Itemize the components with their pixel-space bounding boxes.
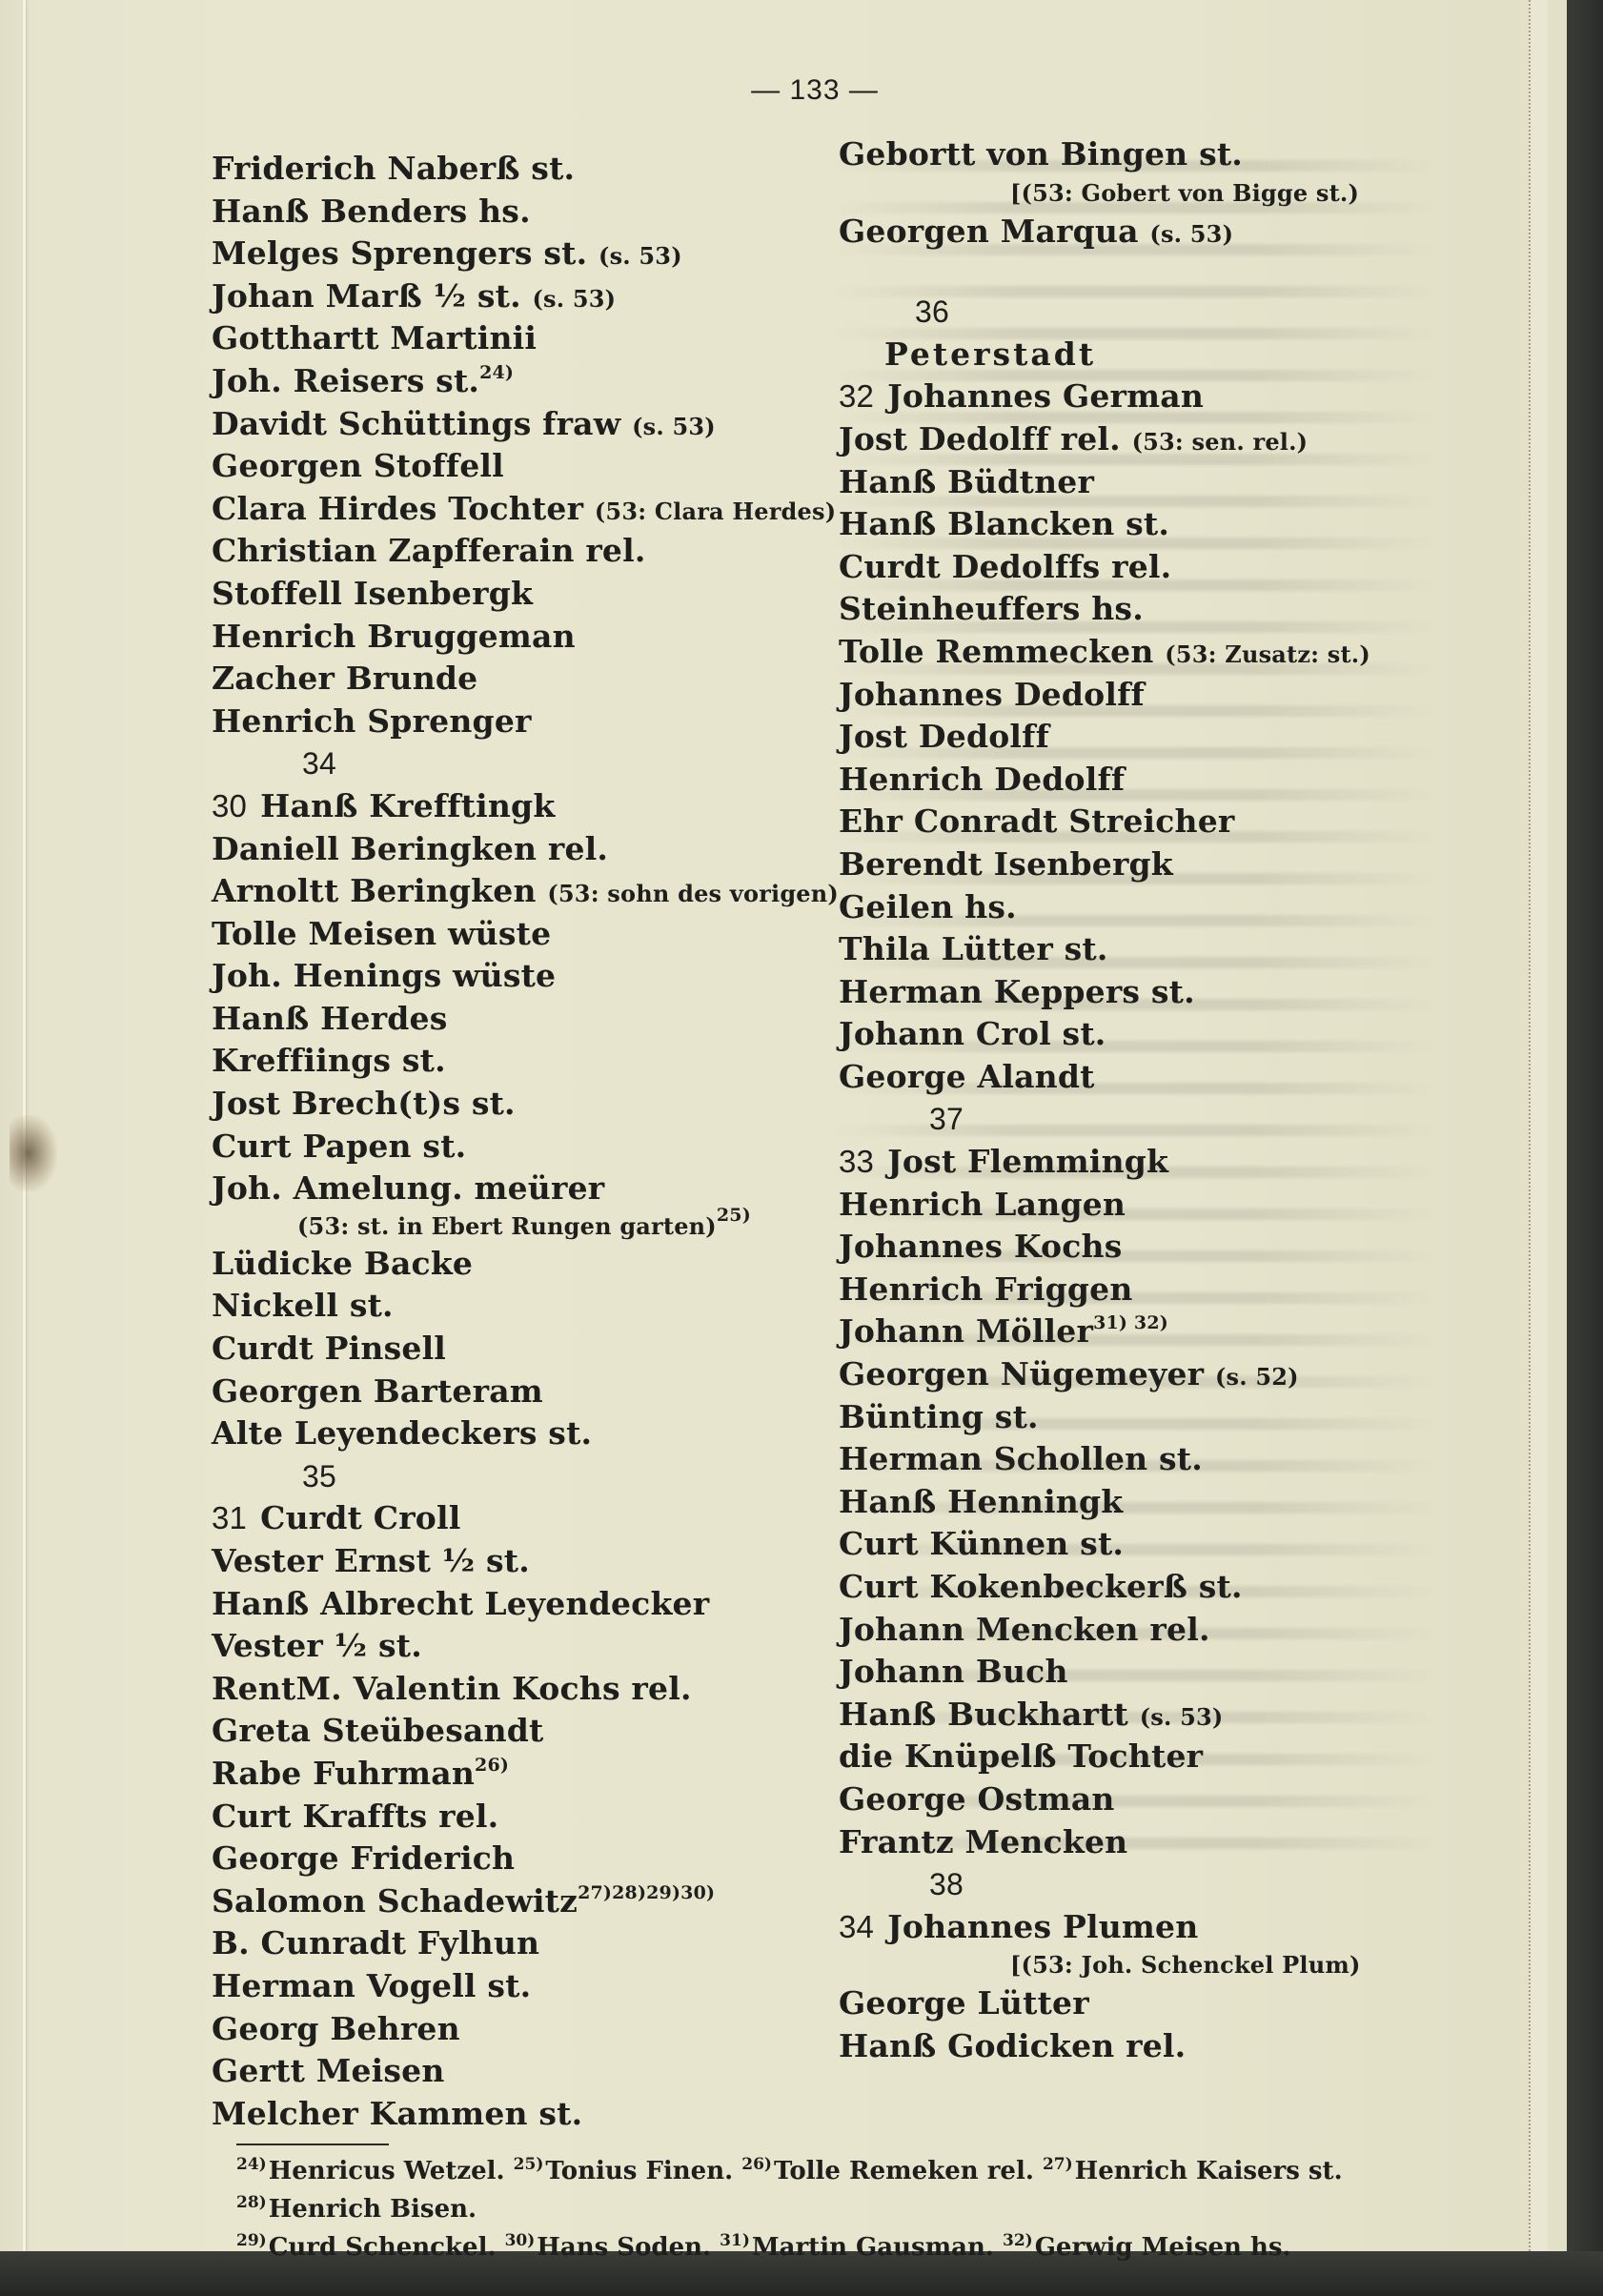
right-page-edge — [1529, 0, 1548, 2259]
list-item: Zacher Brunde — [212, 660, 478, 698]
entry-number: 31 — [212, 1500, 248, 1536]
list-item: Henrich Dedolff — [839, 760, 1126, 798]
source-note: (53: Zusatz: st.) — [1165, 640, 1370, 668]
list-item: Jost Brech(t)s st. — [212, 1085, 516, 1123]
source-note: (53: Clara Herdes) — [594, 497, 837, 525]
list-item: Vester ½ st. — [212, 1627, 422, 1665]
list-item: Georgen Stoffell — [212, 447, 504, 485]
source-subnote: [(53: Joh. Schenckel Plum) — [1010, 1951, 1361, 1980]
section-number: 38 — [929, 1867, 964, 1902]
list-item: 30 Hanß Krefftingk — [212, 786, 556, 824]
list-item: Daniell Beringken rel. — [212, 829, 609, 867]
list-item: Arnoltt Beringken (53: sohn des vorigen) — [212, 872, 839, 910]
footnote: $^{31)}$Martin Gausman. — [720, 2231, 994, 2262]
list-item: 32 Johannes German — [839, 377, 1205, 416]
list-item: Johannes Dedolff — [839, 675, 1145, 713]
footnote-ref: 31) 32) — [1093, 1312, 1168, 1334]
list-item: Gertt Meisen — [212, 2052, 445, 2090]
list-item: Davidt Schüttings fraw (s. 53) — [212, 404, 716, 442]
section-number: 34 — [302, 746, 336, 782]
list-item: Joh. Amelung. meürer — [212, 1169, 605, 1208]
block-a — [212, 148, 837, 742]
list-item: B. Cunradt Fylhun — [212, 1924, 540, 1962]
list-item: Jost Dedolff rel. (53: sen. rel.) — [839, 419, 1309, 457]
list-item: Herman Keppers st. — [839, 972, 1195, 1010]
footnote-ref: 26) — [475, 1754, 510, 1776]
footnote: $^{26)}$Tolle Remeken rel. — [741, 2155, 1034, 2185]
source-note: (s. 53) — [632, 412, 716, 440]
list-item: Joh. Reisers st.$^{24)}$ — [212, 361, 515, 399]
list-item: Steinheuffers hs. — [839, 590, 1144, 628]
list-item: Joh. Henings wüste — [212, 957, 557, 995]
entry-number: 34 — [839, 1908, 875, 1944]
list-item: Geilen hs. — [839, 887, 1017, 925]
list-item: Henrich Sprenger — [212, 701, 532, 740]
footnotes — [236, 2152, 1466, 2266]
section-36 — [839, 291, 1449, 1098]
list-item: Nickell st. — [212, 1287, 394, 1325]
list-item: Georgen Barteram — [212, 1372, 543, 1410]
list-item: Johan Marß ½ st. (s. 53) — [212, 276, 617, 315]
list-item: George Alandt — [839, 1057, 1095, 1095]
section-number: 35 — [302, 1458, 336, 1493]
source-note: (53: sen. rel.) — [1131, 427, 1309, 456]
list-item: 31 Curdt Croll — [212, 1499, 461, 1537]
list-item: Johann Möller$^{31) 32)}$ — [839, 1312, 1168, 1351]
list-item: Ehr Conradt Streicher — [839, 803, 1235, 841]
list-item: 34 Johannes Plumen — [839, 1907, 1199, 1945]
list-item: Tolle Remmecken (53: Zusatz: st.) — [839, 632, 1370, 670]
list-item: Henrich Langen — [839, 1185, 1126, 1223]
footnote: $^{32)}$Gerwig Meisen hs. — [1003, 2231, 1291, 2262]
source-note: (s. 53) — [1139, 1702, 1224, 1731]
footnote: $^{30)}$Hans Soden. — [504, 2231, 712, 2262]
footnote-line — [236, 2152, 1466, 2228]
list-item: Hanß Godicken rel. — [839, 2026, 1187, 2064]
list-item: Curt Künnen st. — [839, 1525, 1125, 1563]
list-item: Hanß Büdtner — [839, 462, 1095, 500]
list-item: Hanß Herdes — [212, 999, 448, 1037]
list-item: Friderich Naberß st. — [212, 150, 576, 187]
list-item: Hanß Blancken st. — [839, 505, 1170, 543]
list-item: die Knüpelß Tochter — [839, 1737, 1204, 1776]
list-item: Salomon Schadewitz$^{27)28)29)30)}$ — [212, 1881, 716, 1920]
list-item: Greta Steübesandt — [212, 1712, 544, 1750]
list-item: Henrich Friggen — [839, 1270, 1133, 1308]
list-item: Hanß Benders hs. — [212, 192, 531, 230]
list-item: Johannes Kochs — [839, 1228, 1123, 1266]
source-note: (s. 52) — [1214, 1363, 1299, 1392]
entry-number: 30 — [212, 787, 248, 823]
list-item: Christian Zapfferain rel. — [212, 532, 646, 570]
list-item: Curdt Pinsell — [212, 1330, 447, 1368]
list-item: Bünting st. — [839, 1397, 1039, 1435]
footnote-divider — [236, 2144, 389, 2145]
footnote-line — [236, 2228, 1466, 2266]
list-item: Herman Schollen st. — [839, 1440, 1203, 1478]
entry-number: 33 — [839, 1144, 875, 1180]
section-35 — [212, 1455, 822, 2136]
left-column — [212, 148, 839, 2135]
list-item: Vester Ernst ½ st. — [212, 1542, 530, 1579]
list-item: Stoffell Isenbergk — [212, 574, 534, 612]
list-item: Thila Lütter st. — [839, 930, 1108, 968]
section-number: 36 — [915, 295, 949, 330]
list-item: Curt Kraffts rel. — [212, 1797, 499, 1835]
list-item: Alte Leyendeckers st. — [212, 1414, 593, 1453]
place-heading: Peterstadt — [884, 335, 1097, 373]
list-item: RentM. Valentin Kochs rel. — [212, 1669, 692, 1707]
footnote: $^{24)}$Henricus Wetzel. — [236, 2155, 505, 2185]
footnote: $^{29)}$Curd Schenckel. — [236, 2231, 497, 2262]
page-number: — 133 — — [751, 74, 879, 106]
footnote: $^{27)}$Henrich Kaisers st. — [1042, 2155, 1343, 2185]
list-item: Henrich Bruggeman — [212, 617, 576, 655]
source-note: (s. 53) — [532, 284, 617, 313]
list-item: Gebortt von Bingen st. — [839, 135, 1243, 173]
burn-stain — [10, 1115, 57, 1191]
source-subnote: [(53: Gobert von Bigge st.) — [1010, 178, 1360, 207]
source-note: (53: sohn des vorigen) — [547, 880, 839, 908]
list-item: Lüdicke Backe — [212, 1244, 474, 1282]
list-item: Berendt Isenbergk — [839, 844, 1173, 883]
list-item: George Friderich — [212, 1839, 516, 1878]
footnote-ref: 24) — [479, 361, 515, 383]
list-item: Jost Dedolff — [839, 718, 1049, 756]
right-column — [839, 133, 1449, 2068]
list-item: Clara Hirdes Tochter (53: Clara Herdes) — [212, 489, 837, 527]
source-subnote: (53: st. in Ebert Rungen garten)$^{25)}$ — [297, 1204, 751, 1240]
section-34 — [212, 742, 839, 1455]
list-item: Curdt Dedolffs rel. — [839, 547, 1172, 585]
list-item: Hanß Buckhartt (s. 53) — [839, 1695, 1224, 1733]
section-number: 37 — [929, 1102, 964, 1137]
list-item: Kreffiings st. — [212, 1042, 446, 1080]
list-item: George Lütter — [839, 1984, 1089, 2022]
list-item: Georg Behren — [212, 2009, 460, 2047]
spacer — [839, 253, 1449, 291]
list-item: Johann Crol st. — [839, 1015, 1106, 1053]
footnote: $^{28)}$Henrich Bisen. — [236, 2193, 477, 2224]
book-cover-edge-right — [1567, 0, 1603, 2296]
list-item: Tolle Meisen wüste — [212, 914, 552, 952]
list-item: George Ostman — [839, 1779, 1115, 1818]
list-item: Melges Sprengers st. (s. 53) — [212, 234, 682, 273]
list-item: 33 Jost Flemmingk — [839, 1143, 1169, 1181]
footnote-ref: 25) — [716, 1204, 751, 1226]
list-item: Georgen Marqua (s. 53) — [839, 212, 1234, 250]
section-38 — [839, 1863, 1449, 2067]
list-item: Johann Buch — [839, 1653, 1068, 1691]
list-item: Melcher Kammen st. — [212, 2094, 583, 2132]
footnote-ref: 27)28)29)30) — [578, 1881, 716, 1903]
section-37 — [839, 1098, 1449, 1863]
footnote: $^{25)}$Tonius Finen. — [513, 2155, 734, 2185]
list-item: Frantz Mencken — [839, 1822, 1128, 1860]
list-item: Georgen Nügemeyer (s. 52) — [839, 1355, 1299, 1393]
list-item: Gotthartt Martinii — [212, 319, 538, 357]
list-item: Herman Vogell st. — [212, 1966, 532, 2004]
list-item: Hanß Albrecht Leyendecker — [212, 1584, 710, 1622]
list-item: Curt Papen st. — [212, 1127, 467, 1165]
source-note: (s. 53) — [599, 242, 682, 271]
list-item: Hanß Henningk — [839, 1482, 1124, 1520]
entry-number: 32 — [839, 378, 875, 415]
list-item: Curt Kokenbeckerß st. — [839, 1568, 1243, 1605]
source-note: (s. 53) — [1149, 219, 1234, 248]
list-item: Rabe Fuhrman$^{26)}$ — [212, 1754, 510, 1792]
list-item: Johann Mencken rel. — [839, 1610, 1210, 1648]
